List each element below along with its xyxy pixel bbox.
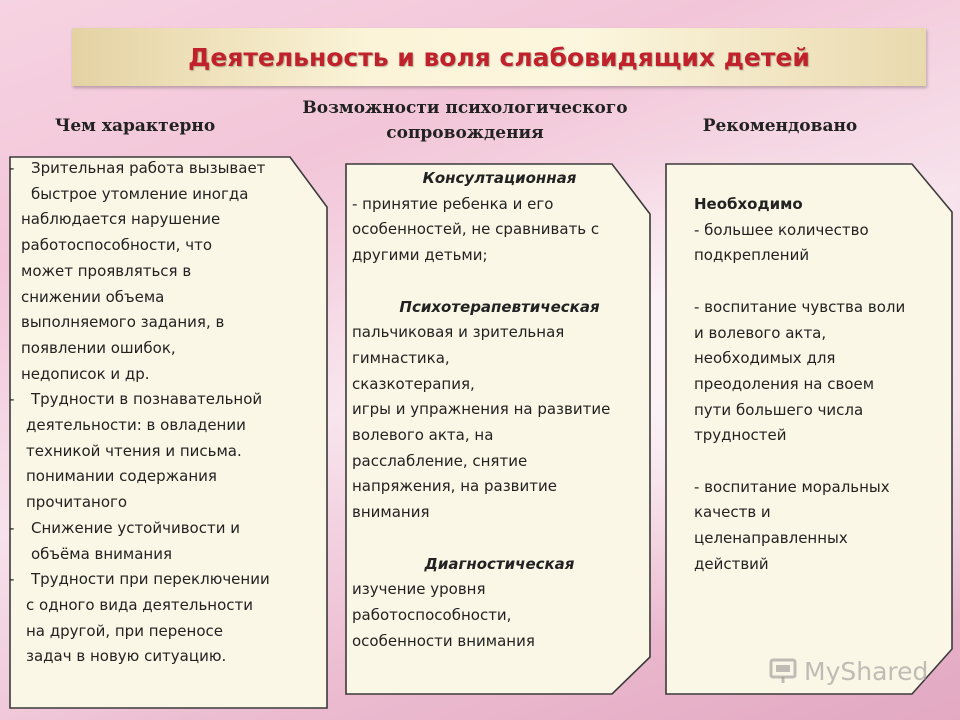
section-title-psychotherapy: Психотерапевтическая bbox=[399, 297, 600, 316]
text-line: Зрительная работа вызывает bbox=[31, 159, 266, 177]
text-line: преодоления на своем bbox=[694, 374, 875, 393]
slide-title: Деятельность и воля слабовидящих детей bbox=[188, 42, 810, 72]
text-line: особенности внимания bbox=[352, 631, 535, 650]
watermark-text: MyShared bbox=[804, 656, 929, 686]
text-line: пути большего числа bbox=[694, 400, 864, 419]
text-line: техникой чтения и письма. bbox=[26, 441, 242, 460]
text-line: снижении объема bbox=[21, 287, 165, 306]
section-title-consultation: Консултационная bbox=[422, 169, 577, 187]
support-card bbox=[344, 162, 654, 697]
text-line: Трудности в познавательной bbox=[31, 390, 263, 409]
text-line: пальчиковая и зрительная bbox=[352, 323, 565, 342]
text-line: наблюдается нарушение bbox=[21, 210, 221, 229]
text-line: Трудности при переключении bbox=[31, 570, 270, 589]
text-line: прочитаного bbox=[26, 493, 128, 512]
text-line: может проявляться в bbox=[21, 261, 192, 280]
text-line: Снижение устойчивости и bbox=[31, 518, 240, 537]
text-line: задач в новую ситуацию. bbox=[26, 647, 227, 666]
text-line: трудностей bbox=[694, 426, 787, 445]
text-line: быстрое утомление иногда bbox=[31, 184, 249, 203]
bullet-dash: - bbox=[9, 159, 15, 177]
text-line: работоспособности, bbox=[352, 605, 512, 624]
text-line: выполняемого задания, в bbox=[21, 313, 225, 332]
text-line: сказкотерапия, bbox=[352, 374, 475, 393]
text-line: качеств и bbox=[694, 503, 771, 522]
watermark bbox=[768, 656, 928, 686]
recommendations-card bbox=[664, 162, 956, 697]
text-line: понимании содержания bbox=[26, 467, 217, 486]
text-line: целенаправленных bbox=[694, 529, 848, 548]
text-line: расслабление, снятие bbox=[352, 451, 528, 470]
column-header-middle: Возможности психологического сопровождения bbox=[302, 98, 628, 143]
column-header-right: Рекомендовано bbox=[702, 116, 858, 136]
text-line: другими детьми; bbox=[352, 246, 488, 265]
text-line: гимнастика, bbox=[352, 348, 450, 367]
text-line: объёма внимания bbox=[31, 544, 173, 563]
bullet-dash: - bbox=[9, 518, 15, 537]
text-line: деятельности: в овладении bbox=[26, 416, 246, 435]
text-line: внимания bbox=[352, 503, 430, 522]
title-banner bbox=[72, 28, 926, 86]
text-line: - воспитание моральных bbox=[694, 477, 890, 496]
text-line: необходимых для bbox=[694, 349, 836, 368]
text-line: недописок и др. bbox=[21, 364, 150, 383]
text-line: игры и упражнения на развитие bbox=[352, 400, 611, 419]
text-line: на другой, при переносе bbox=[26, 621, 223, 640]
characteristics-card bbox=[8, 155, 330, 711]
text-line: - воспитание чувства воли bbox=[694, 297, 906, 316]
text-line: работоспособности, что bbox=[21, 236, 212, 255]
text-line: действий bbox=[694, 554, 769, 573]
text-line: - принятие ребенка и его bbox=[352, 194, 554, 213]
text-line: волевого акта, на bbox=[352, 426, 494, 445]
text-line: и волевого акта, bbox=[694, 323, 827, 342]
text-line: - большее количество bbox=[694, 220, 869, 239]
text-line: с одного вида деятельности bbox=[26, 595, 254, 614]
column-header-left: Чем характерно bbox=[54, 116, 216, 136]
recommend-heading: Необходимо bbox=[694, 195, 803, 213]
bullet-dash: - bbox=[9, 570, 15, 589]
text-line: появлении ошибок, bbox=[21, 338, 176, 357]
text-line: изучение уровня bbox=[352, 580, 486, 599]
text-line: напряжения, на развитие bbox=[352, 477, 557, 496]
text-line: особенностей, не сравнивать с bbox=[352, 220, 600, 239]
section-title-diagnostic: Диагностическая bbox=[424, 554, 575, 573]
bullet-dash: - bbox=[9, 390, 15, 409]
presentation-icon bbox=[768, 656, 798, 686]
text-line: подкреплений bbox=[694, 246, 810, 265]
